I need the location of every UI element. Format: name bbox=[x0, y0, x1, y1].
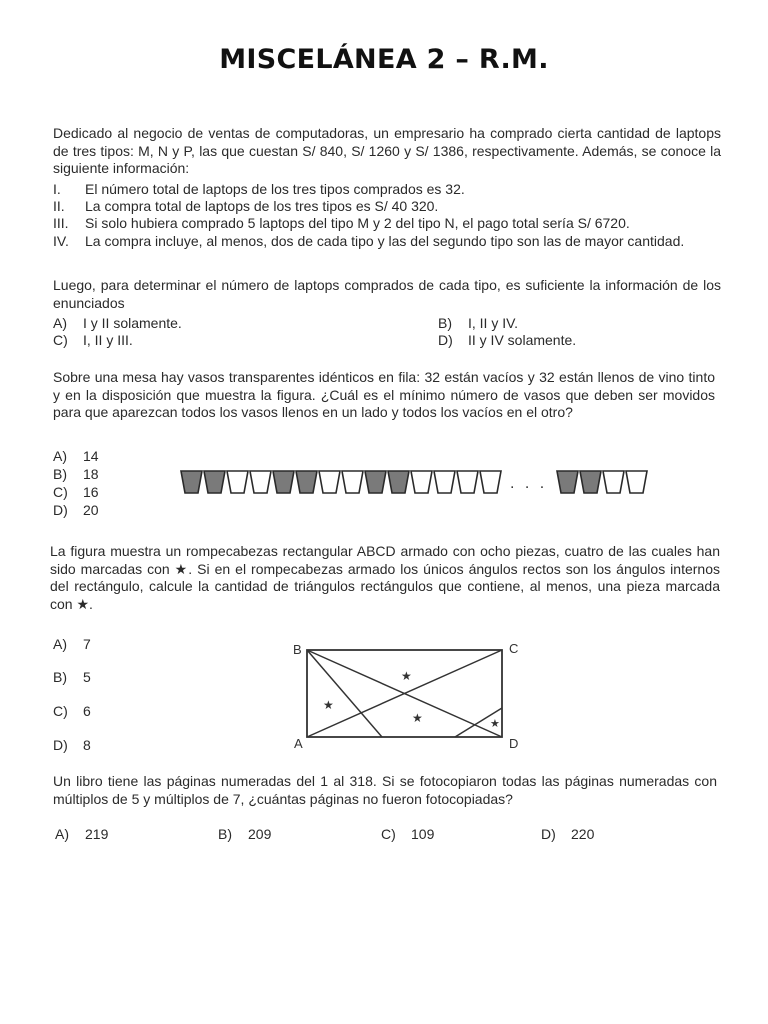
q4-option-d[interactable]: D) 220 bbox=[541, 826, 595, 842]
star-mark: ★ bbox=[323, 698, 334, 712]
star-mark: ★ bbox=[490, 718, 500, 730]
q3-option-b[interactable]: B) 5 bbox=[53, 669, 91, 685]
q2-option-d[interactable]: D) 20 bbox=[53, 502, 99, 518]
q2-option-a[interactable]: A) 14 bbox=[53, 448, 99, 464]
puzzle-rectangle-svg bbox=[290, 638, 530, 753]
statement-item: IV. La compra incluye, al menos, dos de cada tipo y las del segundo tipo son las de mayor cantidad. bbox=[53, 232, 685, 249]
empty-glass bbox=[457, 471, 478, 493]
vertex-d: D bbox=[509, 736, 519, 751]
statement-item: II. La compra total de laptops de los tres tipos es S/ 40 320. bbox=[53, 198, 439, 215]
empty-glass bbox=[342, 471, 363, 493]
empty-glass bbox=[434, 471, 455, 493]
full-glass bbox=[296, 471, 317, 493]
q1-intro: Dedicado al negocio de ventas de computadoras, un empresario ha comprado cierta cantidad de laptops de tres tipos: M, N y P, las que cuestan S/ 840, S/ 1260 y S/ 1386, respectivamente. Además, se conoce la siguiente información: bbox=[53, 125, 721, 176]
full-glass bbox=[388, 471, 409, 493]
q3-option-a[interactable]: A) 7 bbox=[53, 636, 91, 652]
vertex-c: C bbox=[509, 641, 519, 656]
page-title: MISCELÁNEA 2 – R.M. bbox=[219, 44, 549, 75]
glasses-ellipsis: . . . bbox=[510, 475, 548, 492]
statement-item: I. El número total de laptops de los tres tipos comprados es 32. bbox=[53, 181, 465, 197]
q2-option-c[interactable]: C) 16 bbox=[53, 484, 99, 500]
q4-option-a[interactable]: A) 219 bbox=[55, 826, 109, 842]
q1-option-a[interactable]: A) I y II solamente. bbox=[53, 315, 182, 331]
statement-item: III. Si solo hubiera comprado 5 laptops del tipo M y 2 del tipo N, el pago total sería S/ 6720. bbox=[53, 215, 630, 232]
empty-glass bbox=[626, 471, 647, 493]
q1-option-d[interactable]: D) II y IV solamente. bbox=[438, 332, 577, 348]
full-glass bbox=[557, 471, 578, 493]
q3-option-d[interactable]: D) 8 bbox=[53, 737, 91, 753]
q4-text: Un libro tiene las páginas numeradas del 1 al 318. Si se fotocopiaron todas las páginas numeradas con múltiplos de 5 y múltiplos de 7, ¿cuántas páginas no fueron fotocopiadas? bbox=[53, 773, 717, 807]
empty-glass bbox=[319, 471, 340, 493]
empty-glass bbox=[227, 471, 248, 493]
star-mark: ★ bbox=[401, 669, 412, 683]
glasses-row-svg bbox=[180, 469, 665, 495]
q2-text: Sobre una mesa hay vasos transparentes idénticos en fila: 32 están vacíos y 32 están llenos de vino tinto y en la disposición que muestra la figura. ¿Cuál es el mínimo número de vasos que deben ser movidos para que aparezcan todos los vasos llenos en un lado y todos los vacíos en el otro? bbox=[53, 369, 715, 420]
full-glass bbox=[181, 471, 202, 493]
empty-glass bbox=[250, 471, 271, 493]
q4-option-c[interactable]: C) 109 bbox=[381, 826, 435, 842]
q2-option-b[interactable]: B) 18 bbox=[53, 466, 99, 482]
q1-statements bbox=[53, 181, 721, 250]
q3-option-c[interactable]: C) 6 bbox=[53, 703, 91, 719]
star-mark: ★ bbox=[412, 711, 423, 725]
q1-option-c[interactable]: C) I, II y III. bbox=[53, 332, 133, 348]
empty-glass bbox=[480, 471, 501, 493]
q1-question: Luego, para determinar el número de laptops comprados de cada tipo, es suficiente la información de los enunciados bbox=[53, 277, 721, 311]
vertex-a: A bbox=[294, 736, 303, 751]
full-glass bbox=[580, 471, 601, 493]
empty-glass bbox=[411, 471, 432, 493]
q4-option-b[interactable]: B) 209 bbox=[218, 826, 272, 842]
segment-b-bottom bbox=[307, 650, 382, 737]
full-glass bbox=[204, 471, 225, 493]
empty-glass bbox=[603, 471, 624, 493]
full-glass bbox=[365, 471, 386, 493]
glasses-figure bbox=[180, 469, 665, 495]
q1-option-b[interactable]: B) I, II y IV. bbox=[438, 315, 519, 331]
q3-text: La figura muestra un rompecabezas rectangular ABCD armado con ocho piezas, cuatro de las cuales han sido marcadas con ★. Si en el rompecabezas armado los únicos ángulos rectos son los ángulos internos del rectángulo, calcule la cantidad de triángulos rectángulos que contiene, al menos, una pieza marcada con ★. bbox=[50, 543, 720, 612]
full-glass bbox=[273, 471, 294, 493]
vertex-b: B bbox=[293, 642, 302, 657]
puzzle-figure bbox=[290, 638, 530, 753]
